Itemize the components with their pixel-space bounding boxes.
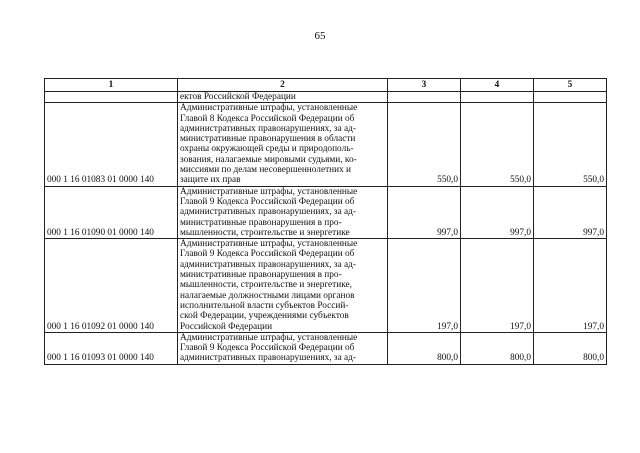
description-line: административных правонарушениях, за ад- (180, 123, 357, 134)
continuation-col-5 (534, 92, 607, 103)
header-col-5: 5 (534, 79, 607, 92)
revenue-description (178, 332, 388, 364)
header-col-2: 2 (178, 79, 388, 92)
header-col-3: 3 (388, 79, 461, 92)
description-line: министративные правонарушения в про- (180, 217, 342, 228)
amount-col4: 800,0 (461, 332, 534, 364)
amount-col4: 550,0 (461, 103, 534, 186)
description-line: исполнительной власти субъектов Россий- (180, 300, 349, 311)
revenue-code: 000 1 16 01090 01 0000 140 (45, 186, 178, 238)
amount-col3: 550,0 (388, 103, 461, 186)
continuation-col-3 (388, 92, 461, 103)
description-line: министративные правонарушения в области (180, 134, 356, 145)
revenue-description (178, 186, 388, 238)
revenue-table (44, 78, 607, 365)
amount-col3: 800,0 (388, 332, 461, 364)
table-body (45, 92, 607, 365)
description-line: Административные штрафы, установленные (180, 332, 358, 343)
description-line: административных правонарушениях, за ад- (180, 259, 357, 270)
header-col-1: 1 (45, 79, 178, 92)
amount-col3: 197,0 (388, 239, 461, 333)
description-line: Административные штрафы, установленные (180, 239, 358, 250)
description-line: Главой 9 Кодекса Российской Федерации об (180, 196, 355, 207)
revenue-description (178, 103, 388, 186)
description-line: административных правонарушениях, за ад- (180, 353, 357, 364)
amount-col5: 197,0 (534, 239, 607, 333)
amount-col4: 997,0 (461, 186, 534, 238)
revenue-code: 000 1 16 01093 01 0000 140 (45, 332, 178, 364)
description-line: защите их прав (180, 175, 241, 186)
table-row (45, 239, 607, 333)
amount-col3: 997,0 (388, 186, 461, 238)
description-line: Административные штрафы, установленные (180, 186, 358, 197)
continuation-text: ектов Российской Федерации (178, 92, 388, 103)
description-line: Российской Федерации (180, 321, 273, 332)
continuation-code-cell (45, 92, 178, 103)
revenue-description (178, 239, 388, 333)
revenue-code: 000 1 16 01083 01 0000 140 (45, 103, 178, 186)
header-col-4: 4 (461, 79, 534, 92)
description-line: мышленности, строительстве и энергетике, (180, 280, 352, 291)
amount-col4: 197,0 (461, 239, 534, 333)
description-line: Главой 9 Кодекса Российской Федерации об (180, 249, 355, 260)
amount-col5: 800,0 (534, 332, 607, 364)
description-line: Главой 9 Кодекса Российской Федерации об (180, 343, 355, 354)
description-line: Главой 8 Кодекса Российской Федерации об (180, 113, 355, 124)
description-line: ской Федерации, учреждениями субъектов (180, 311, 349, 322)
description-line: зования, налагаемые мировыми судьями, ко- (180, 154, 357, 165)
description-line: Административные штрафы, установленные (180, 103, 358, 114)
description-line: охраны окружающей среды и природополь- (180, 144, 354, 155)
table-header-row (45, 79, 607, 92)
amount-col5: 997,0 (534, 186, 607, 238)
table-row (45, 332, 607, 364)
description-line: миссиями по делам несовершеннолетних и (180, 165, 352, 176)
description-line: административных правонарушениях, за ад- (180, 207, 357, 218)
continuation-col-4 (461, 92, 534, 103)
table-row (45, 103, 607, 186)
page-number: 65 (314, 30, 326, 42)
amount-col5: 550,0 (534, 103, 607, 186)
description-line: министративные правонарушения в про- (180, 270, 342, 281)
description-line: налагаемые должностными лицами органов (180, 290, 355, 301)
table-row (45, 186, 607, 238)
continuation-row (45, 92, 607, 103)
revenue-code: 000 1 16 01092 01 0000 140 (45, 239, 178, 333)
description-line: мышленности, строительстве и энергетике (180, 227, 350, 238)
